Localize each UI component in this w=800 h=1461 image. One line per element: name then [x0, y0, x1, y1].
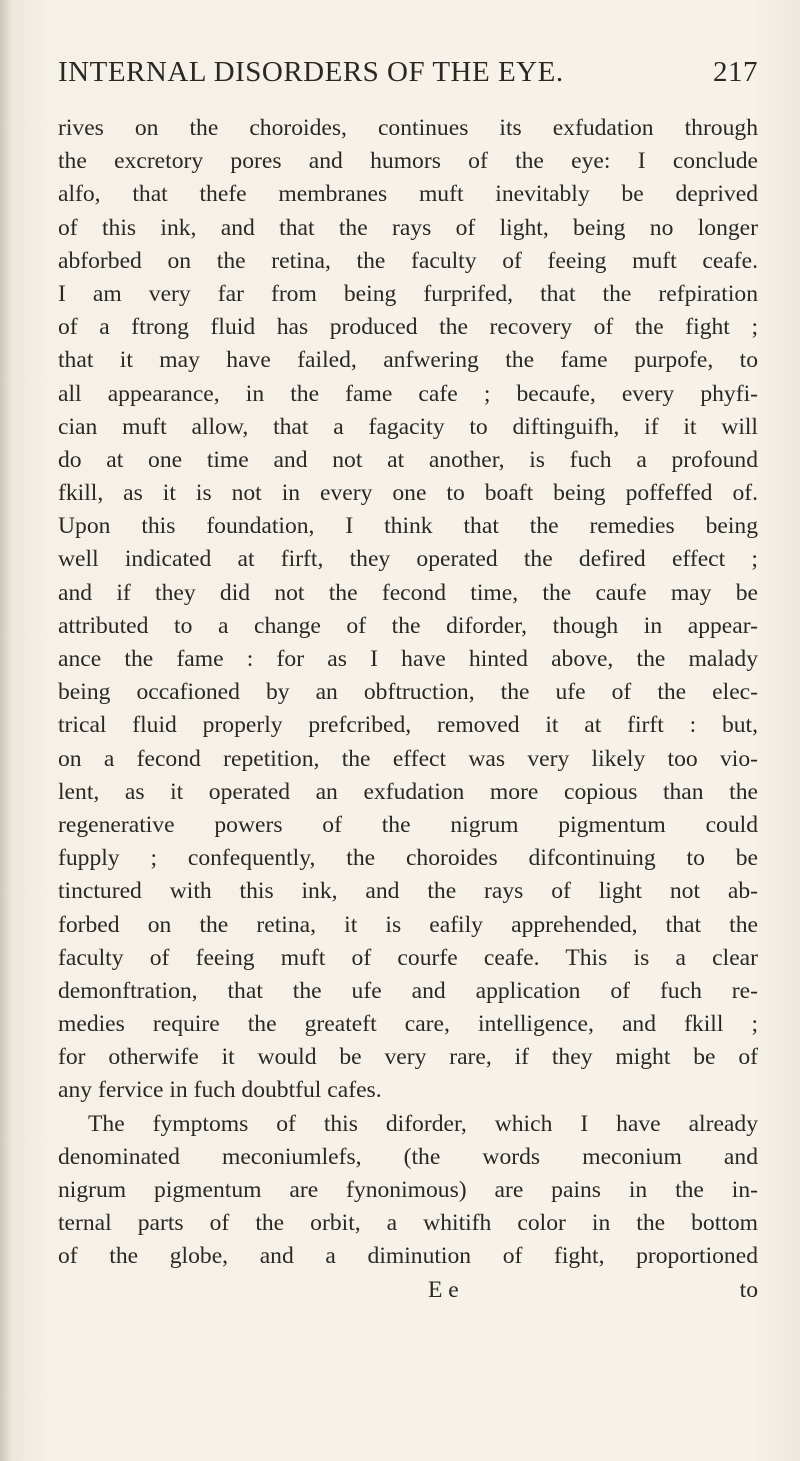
- signature-mark: E e: [428, 1276, 459, 1303]
- text-line: the excretory pores and humors of the eye: I conclude: [58, 148, 758, 175]
- text-line: that it may have failed, anfwering the fame purpofe, to: [58, 347, 758, 374]
- footer-line: [58, 1274, 758, 1307]
- text-line: demonftration, that the ufe and application of fuch re-: [58, 977, 758, 1004]
- text-line: denominated meconiumlefs, (the words meconium and: [58, 1143, 758, 1170]
- catchword: to: [739, 1276, 758, 1303]
- text-line: ternal parts of the orbit, a whitifh color in the bottom: [58, 1210, 758, 1237]
- text-line: well indicated at firft, they operated the defired effect ;: [58, 546, 758, 573]
- text-line: being occafioned by an obftruction, the ufe of the elec-: [58, 679, 758, 706]
- text-line: of a ftrong fluid has produced the recovery of the fight ;: [58, 314, 758, 341]
- running-head-title: INTERNAL DISORDERS OF THE EYE.: [58, 56, 564, 88]
- text-line: for otherwife it would be very rare, if they might be of: [58, 1044, 758, 1071]
- text-line: forbed on the retina, it is eafily apprehended, that the: [58, 911, 758, 938]
- text-line: alfo, that thefe membranes muft inevitably be deprived: [58, 181, 758, 208]
- text-line: abforbed on the retina, the faculty of feeing muft ceafe.: [58, 247, 758, 274]
- text-line: fkill, as it is not in every one to boaft being poffeffed of.: [58, 480, 758, 507]
- text-line-paragraph-end: any fervice in fuch doubtful cafes.: [58, 1077, 382, 1104]
- text-line: on a fecond repetition, the effect was very likely too vio-: [58, 745, 758, 772]
- text-line: rives on the choroides, continues its exfudation through: [58, 115, 758, 141]
- text-line: ance the fame : for as I have hinted above, the malady: [58, 646, 758, 672]
- text-line: medies require the greateft care, intelligence, and fkill ;: [58, 1011, 758, 1038]
- text-line: of this ink, and that the rays of light, being no longer: [58, 214, 758, 241]
- text-line: of the globe, and a diminution of fight, proportioned: [58, 1243, 758, 1270]
- running-head: [58, 56, 758, 89]
- text-line: trical fluid properly prefcribed, removed it at firft : but,: [58, 712, 758, 739]
- text-line: regenerative powers of the nigrum pigmentum could: [58, 811, 758, 838]
- text-line: and if they did not the fecond time, the caufe may be: [58, 579, 758, 606]
- gutter-shadow: [0, 0, 12, 1461]
- text-line: all appearance, in the fame cafe ; becaufe, every phyfi-: [58, 380, 758, 407]
- text-line: Upon this foundation, I think that the remedies being: [58, 513, 758, 540]
- text-line: fupply ; confequently, the choroides difcontinuing to be: [58, 845, 758, 872]
- text-line-paragraph-start: The fymptoms of this diforder, which I have already: [88, 1110, 758, 1137]
- text-line: cian muft allow, that a fagacity to diftinguifh, if it will: [58, 413, 758, 440]
- page-number: 217: [713, 56, 758, 88]
- text-line: do at one time and not at another, is fuch a profound: [58, 446, 758, 473]
- text-line: faculty of feeing muft of courfe ceafe. This is a clear: [58, 944, 758, 971]
- text-line: I am very far from being furprifed, that the refpiration: [58, 280, 758, 307]
- text-line: nigrum pigmentum are fynonimous) are pains in the in-: [58, 1177, 758, 1203]
- text-line: attributed to a change of the diforder, though in appear-: [58, 612, 758, 639]
- text-line: tinctured with this ink, and the rays of light not ab-: [58, 878, 758, 905]
- body-text: [58, 112, 758, 1307]
- text-line: lent, as it operated an exfudation more copious than the: [58, 778, 758, 805]
